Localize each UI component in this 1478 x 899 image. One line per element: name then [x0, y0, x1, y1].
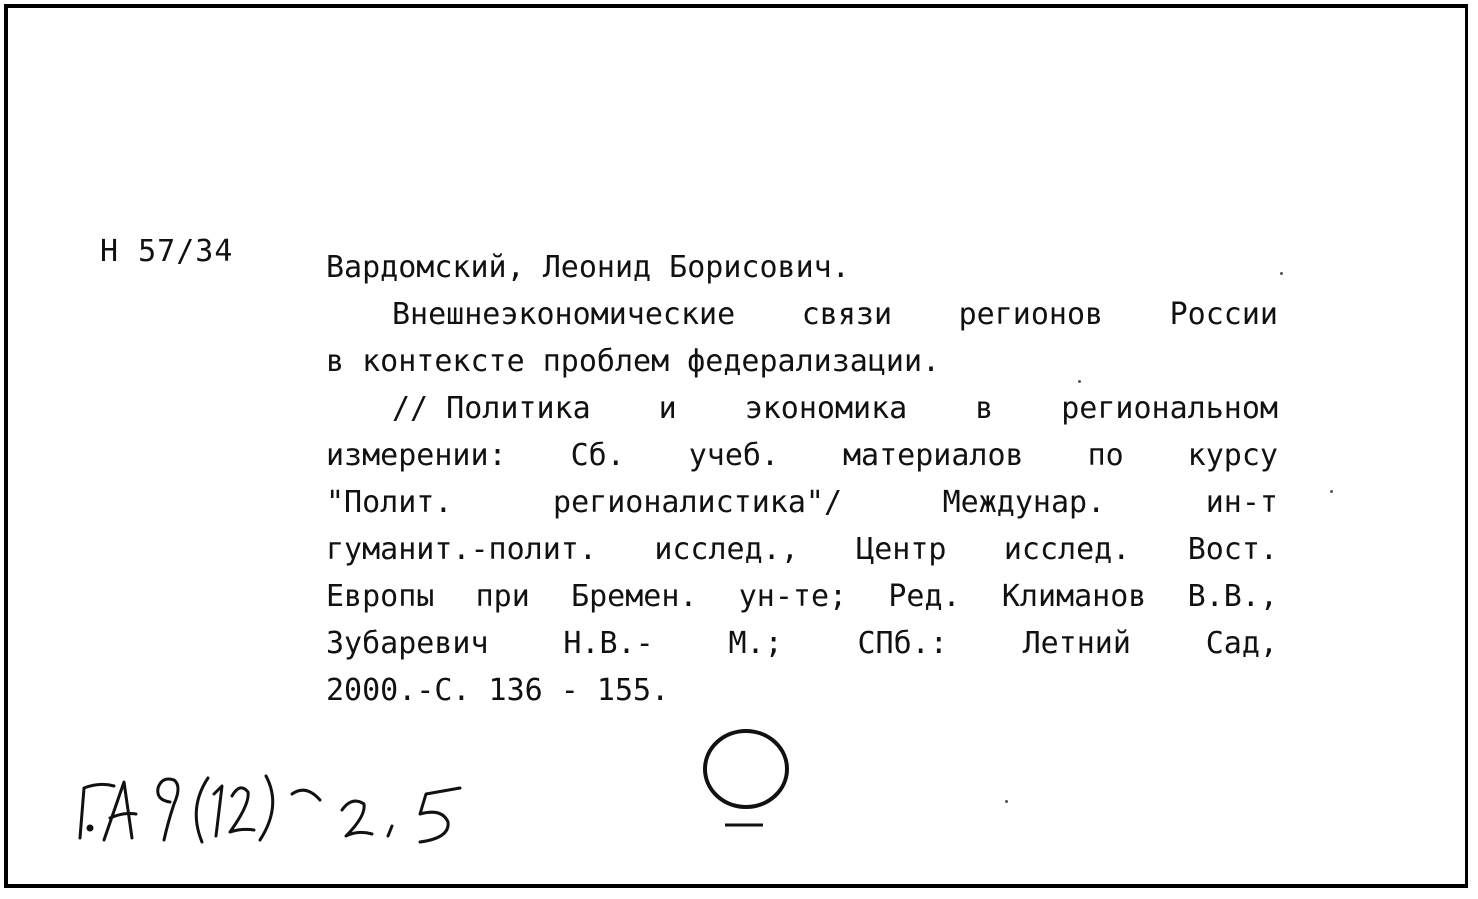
source-word: исслед. — [1003, 532, 1131, 567]
source-line — [326, 385, 1278, 432]
source-word: Сад, — [1205, 626, 1278, 661]
scan-speck — [1330, 490, 1333, 493]
source-block — [326, 385, 1278, 714]
scan-speck — [1280, 272, 1283, 275]
title-word: в контексте проблем федерализации. — [326, 344, 941, 379]
source-word: гуманит.-полит. — [326, 532, 597, 567]
source-word: измерении: — [326, 438, 507, 473]
source-word: Климанов — [1001, 579, 1147, 614]
source-word: в — [975, 391, 994, 426]
source-word: Летний — [1022, 626, 1131, 661]
source-line — [326, 667, 1278, 714]
author-line: Вардомский, Леонид Борисович. — [326, 250, 850, 285]
source-line — [326, 479, 1278, 526]
title-word: Внешнеэкономические — [392, 297, 736, 332]
title-word: России — [1169, 297, 1278, 332]
source-word: СПб.: — [857, 626, 948, 661]
source-word: региональном — [1061, 391, 1278, 426]
source-word: Н.В.- — [563, 626, 654, 661]
source-word: Бремен. — [571, 579, 698, 614]
scan-speck — [1078, 380, 1081, 383]
source-line — [326, 573, 1278, 620]
call-number: Н 57/34 — [100, 234, 234, 269]
handwritten-code — [70, 760, 490, 850]
source-word: регионалистика"/ — [553, 485, 842, 520]
source-line — [326, 620, 1278, 667]
source-word: ин-т — [1205, 485, 1278, 520]
source-word: Вост. — [1187, 532, 1278, 567]
source-word: Зубаревич — [326, 626, 489, 661]
source-word: Центр — [856, 532, 947, 567]
source-word: при — [475, 579, 530, 614]
source-word: М.; — [728, 626, 783, 661]
bibliographic-entry — [326, 244, 1278, 714]
scan-speck — [1005, 800, 1008, 803]
source-word: 2000.-С. 136 - 155. — [326, 673, 670, 708]
source-word: и — [658, 391, 677, 426]
source-word: В.В., — [1187, 579, 1278, 614]
title-block — [326, 291, 1278, 385]
source-line — [326, 432, 1278, 479]
title-line — [326, 338, 1278, 385]
title-word: регионов — [958, 297, 1104, 332]
source-line — [326, 526, 1278, 573]
source-word: учеб. — [688, 438, 780, 473]
title-word: связи — [801, 297, 893, 332]
source-word: Междунар. — [942, 485, 1106, 520]
source-word: исслед., — [654, 532, 799, 567]
source-word: по — [1087, 438, 1124, 473]
source-word: Европы — [326, 579, 435, 614]
circle-mark — [703, 729, 793, 839]
source-word: экономика — [744, 391, 908, 426]
source-word: Сб. — [570, 438, 625, 473]
source-word: // Политика — [392, 391, 591, 426]
source-word: Ред. — [888, 579, 961, 614]
title-line — [326, 291, 1278, 338]
source-word: материалов — [842, 438, 1024, 473]
source-word: ун-те; — [738, 579, 848, 614]
source-word: "Полит. — [326, 485, 453, 520]
source-word: курсу — [1187, 438, 1278, 473]
